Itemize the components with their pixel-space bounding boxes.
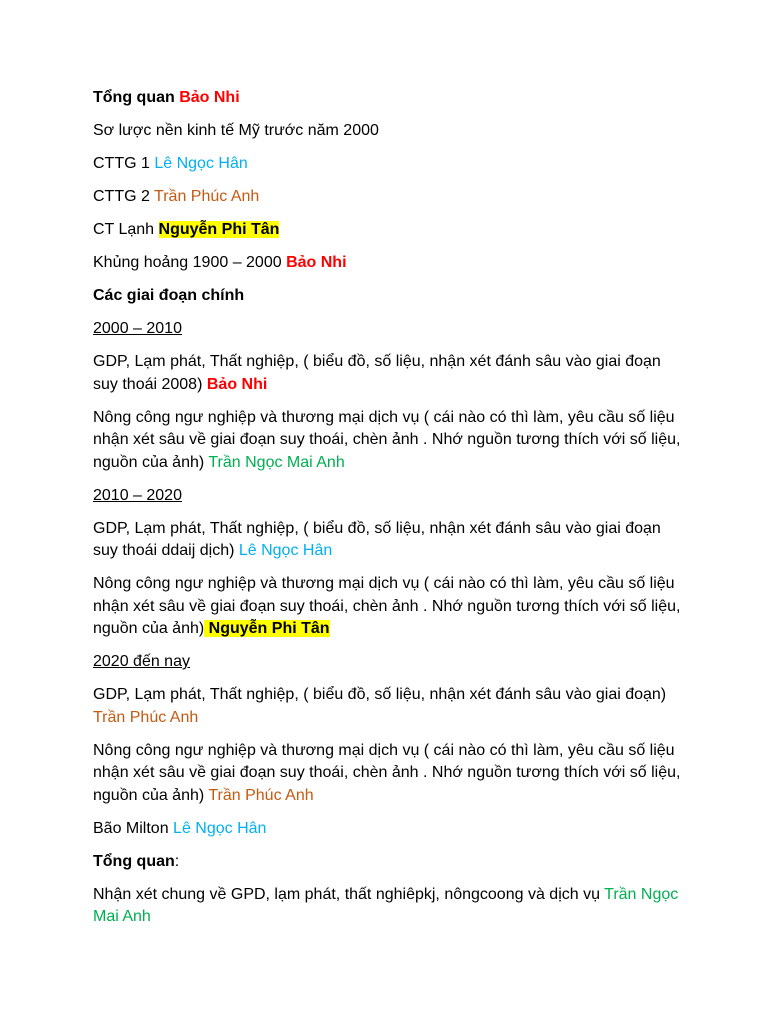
heading-text: Tổng quan	[93, 89, 180, 106]
heading-text: Tổng quan	[93, 852, 175, 870]
paragraph-main-stages-heading	[93, 285, 683, 308]
paragraph-general-comments	[93, 884, 683, 929]
assignee-name: Trần Phúc Anh	[154, 188, 260, 205]
paragraph-agri-trade-2000-2010	[93, 407, 683, 475]
section-heading-text: 2020 đến nay	[93, 653, 190, 670]
paragraph-text: Nhận xét chung về GPD, lạm phát, thất nghiêpkj, nôngcoong và dịch vụ	[93, 885, 605, 903]
paragraph-agri-trade-2010-2020	[93, 573, 683, 641]
section-heading-text: 2010 – 2020	[93, 486, 182, 504]
assignee-name: Lê Ngọc Hân	[154, 155, 248, 172]
paragraph-us-economy-before-2000	[93, 120, 683, 143]
paragraph-text: Nông công ngư nghiệp và thương mại dịch vụ ( cái nào có thì làm, yêu cầu số liệu nhận xét sâu về giai đoạn suy thoái, chèn ảnh . Nhớ nguồn tương thích với số liệu, nguồn của ảnh)	[93, 408, 681, 471]
paragraph-text: Sơ lược nền kinh tế Mỹ trước năm 2000	[93, 122, 379, 139]
assignee-name-highlighted: Nguyễn Phi Tân	[204, 620, 330, 637]
assignee-name: Trần Phúc Anh	[93, 708, 199, 726]
paragraph-text: GDP, Lạm phát, Thất nghiệp, ( biểu đồ, số liệu, nhận xét đánh sâu vào giai đoạn suy thoái ddaij dịch)	[93, 519, 661, 559]
paragraph-hurricane-milton	[93, 818, 683, 841]
assignee-name-highlighted: Nguyễn Phi Tân	[158, 221, 280, 238]
paragraph-gdp-2020-now	[93, 684, 683, 729]
assignee-name: Lê Ngọc Hân	[173, 819, 267, 837]
paragraph-text: GDP, Lạm phát, Thất nghiệp, ( biểu đồ, số liệu, nhận xét đánh sâu vào giai đoạn)	[93, 686, 667, 703]
assignee-name: Bảo Nhi	[286, 254, 347, 271]
paragraph-overview-heading	[93, 87, 683, 110]
paragraph-text: Bão Milton	[93, 819, 174, 837]
paragraph-text: Nông công ngư nghiệp và thương mại dịch vụ ( cái nào có thì làm, yêu cầu số liệu nhận xét sâu về giai đoạn suy thoái, chèn ảnh . Nhớ nguồn tương thích với số liệu, nguồn của ảnh)	[93, 575, 681, 637]
section-heading-2020-now	[93, 651, 683, 674]
paragraph-cold-war	[93, 219, 683, 242]
paragraph-overview-summary-heading	[93, 851, 683, 874]
paragraph-text: Nông công ngư nghiệp và thương mại dịch vụ ( cái nào có thì làm, yêu cầu số liệu nhận xét sâu về giai đoạn suy thoái, chèn ảnh . Nhớ nguồn tương thích với số liệu, nguồn của ảnh)	[93, 741, 681, 804]
paragraph-text: Khủng hoảng 1900 – 2000	[93, 254, 287, 271]
assignee-name: Trần Ngọc Mai Anh	[208, 453, 345, 471]
paragraph-text: GDP, Lạm phát, Thất nghiệp, ( biểu đồ, số liệu, nhận xét đánh sâu vào giai đoạn suy thoái 2008)	[93, 353, 661, 393]
paragraph-gdp-2000-2010	[93, 351, 683, 396]
paragraph-text: CTTG 2	[93, 188, 155, 205]
paragraph-ww1	[93, 153, 683, 176]
assignee-name: Trần Ngọc Mai Anh	[93, 885, 679, 925]
heading-text: Các giai đoạn chính	[93, 287, 245, 304]
assignee-name: Bảo Nhi	[206, 375, 268, 393]
paragraph-agri-trade-2020-now	[93, 740, 683, 808]
paragraph-ww2	[93, 186, 683, 209]
section-heading-text: 2000 – 2010	[93, 320, 182, 337]
assignee-name: Trần Phúc Anh	[208, 786, 314, 804]
heading-colon: :	[174, 852, 180, 870]
document-page	[93, 87, 683, 939]
assignee-name: Bảo Nhi	[179, 89, 240, 106]
paragraph-gdp-2010-2020	[93, 518, 683, 563]
section-heading-2010-2020	[93, 485, 683, 508]
paragraph-text: CTTG 1	[93, 155, 155, 172]
paragraph-crisis-1900-2000	[93, 252, 683, 275]
section-heading-2000-2010	[93, 318, 683, 341]
paragraph-text: CT Lạnh	[93, 221, 159, 238]
assignee-name: Lê Ngọc Hân	[238, 542, 333, 559]
